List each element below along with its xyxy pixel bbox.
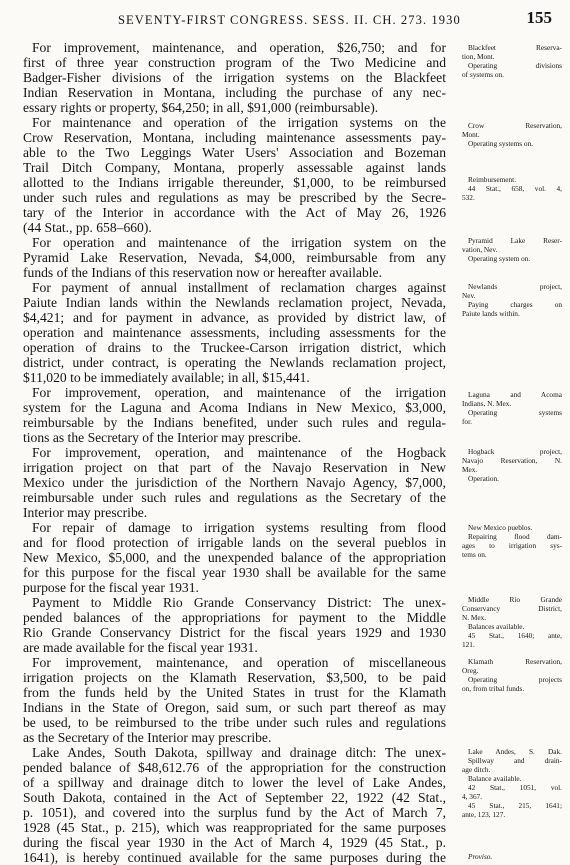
text-line: able to the Two Leggings Water Users' Association and Bozeman [23, 145, 446, 160]
text-line: under such rules and regulations as may be prescribed by the Secre- [23, 190, 446, 205]
marginal-note-line: Operating systems [468, 408, 562, 417]
marginal-note-line: Reimbursement. [468, 175, 517, 184]
text-line: irrigation project on that part of the Navajo Reservation in New [23, 460, 446, 475]
text-line: system for the Laguna and Acoma Indians in New Mexico, $3,000, [23, 400, 446, 415]
text-line: Interior may prescribe. [23, 505, 148, 520]
text-line: are made available for the fiscal year 1931. [23, 640, 258, 655]
text-line: Trail Ditch Company, Montana, properly assessable against lands [23, 160, 446, 175]
text-line: district, under contract, is operating the Newlands reclamation project, [23, 355, 446, 370]
marginal-note-line: Newlands project, [468, 282, 562, 291]
marginal-note-line: Middle Rio Grande [468, 595, 562, 604]
marginal-note-line: Operating system on. [468, 254, 531, 263]
marginal-note-line: Klamath Reservation, [468, 657, 562, 666]
text-line: For repair of damage to irrigation systems resulting from flood [32, 520, 446, 535]
text-line: operation of drains to the Truckee-Carson irrigation district, which [23, 340, 446, 355]
marginal-note-line: ages to irrigation sys- [462, 541, 562, 550]
marginal-note-line: ante, 123, 127. [462, 810, 506, 819]
marginal-note-line: tems on. [462, 550, 487, 559]
text-line: irrigation projects on the Klamath Reservation, $3,500, to be paid [23, 670, 446, 685]
marginal-note-line: Operating systems on. [468, 139, 534, 148]
text-line: Crow Reservation, Montana, including maintenance assessments pay- [23, 130, 446, 145]
marginal-note-line: 45 Stat., 1640; ante, [468, 631, 562, 640]
text-line: For improvement, operation, and maintenance of the Hogback [32, 445, 446, 460]
marginal-note-line: Operating projects [468, 675, 562, 684]
marginal-note-line: Operating divisions [468, 61, 562, 70]
marginal-note-line: age ditch. [462, 765, 491, 774]
marginal-note-line: Balance available. [468, 774, 522, 783]
marginal-note-line: of systems on. [462, 70, 504, 79]
text-line: purpose for the fiscal year 1931. [23, 580, 199, 595]
marginal-note-line: Nev. [462, 291, 476, 300]
text-line: for this purpose for the fiscal year 1930 shall be available for the same [23, 565, 446, 580]
text-line: and for flood protection of irrigable lands on the several pueblos in [23, 535, 446, 550]
marginal-note-line: Operation. [468, 474, 500, 483]
text-line: pended balances of the appropriations for payment to the Middle [23, 610, 446, 625]
text-line: For improvement, maintenance, and operation, $26,750; and for [32, 40, 446, 55]
text-line: pended balance of $48,612.76 of the appropriation for the construction [23, 760, 446, 775]
text-line: Indian Reservation in Montana, including the purchase of any nec- [23, 85, 446, 100]
running-header [0, 0, 570, 30]
marginal-note-line: 121. [462, 640, 475, 649]
text-line: New Mexico, $5,000, and the unexpended balance of the appropriation [23, 550, 446, 565]
running-head-title: SEVENTY-FIRST CONGRESS. SESS. II. CH. 273. 1930 [118, 13, 461, 27]
marginal-note-line: 44 Stat., 658, vol. 4, [468, 184, 562, 193]
marginal-note-line: Indians, N. Mex. [462, 399, 512, 408]
marginal-note-line: Conservancy District, [462, 604, 562, 613]
text-line: reimbursable by the Indians benefited, under such rules and regula- [23, 415, 446, 430]
marginal-note-line: Lake Andes, S. Dak. [468, 747, 562, 756]
text-line: 1641), is hereby continued available for the same purposes during the [23, 850, 446, 865]
text-line: Payment to Middle Rio Grande Conservancy District: The unex- [32, 595, 446, 610]
marginal-note-line: for. [462, 417, 472, 426]
text-line: 1928 (45 Stat., p. 215), which was reappropriated for the same purposes [23, 820, 446, 835]
text-line: be used, to be reimbursed to the tribe under such rules and regulations [23, 715, 446, 730]
text-line: (44 Stat., pp. 658–660). [23, 220, 152, 235]
marginal-note-line: N. Mex. [462, 613, 487, 622]
marginal-note-line: Oreg. [462, 666, 479, 675]
marginal-note-line: 532. [462, 193, 475, 202]
text-line: Badger-Fisher divisions of the irrigation systems on the Blackfeet [23, 70, 446, 85]
marginal-note-line: 42 Stat., 1051, vol. [468, 783, 562, 792]
text-line: Pyramid Lake Reservation, Nevada, $4,000, reimbursable from any [23, 250, 446, 265]
text-line: tary of the Interior in accordance with the Act of May 26, 1926 [23, 205, 446, 220]
marginal-note-line: New Mexico pueblos. [468, 523, 533, 532]
text-line: $11,020 to be immediately available; in all, $15,441. [23, 370, 310, 385]
marginal-note-line: vation, Nev. [462, 245, 498, 254]
marginal-note-line: Hogback project, [468, 447, 562, 456]
text-line: $4,421; and for payment in advance, as provided by district law, of [23, 310, 446, 325]
marginal-note-line: Balances available. [468, 622, 525, 631]
text-line: For improvement, maintenance, and operation of miscellaneous [32, 655, 446, 670]
text-line: of a spillway and drainage ditch to lower the level of Lake Andes, [23, 775, 446, 790]
page-number: 155 [526, 8, 552, 27]
text-line: p. 1051), and covered into the surplus fund by the Act of March 7, [23, 805, 446, 820]
marginal-note-line: Pyramid Lake Reser- [468, 236, 562, 245]
marginal-note-line: 4, 367. [462, 792, 483, 801]
text-line: reimbursable under such rules and regulations as the Secretary of the [23, 490, 446, 505]
marginal-note-line: Crow Reservation, [468, 121, 562, 130]
text-line: For maintenance and operation of the irrigation systems on the [32, 115, 446, 130]
marginal-note-line: Navajo Reservation, N. [462, 456, 562, 465]
text-line: Lake Andes, South Dakota, spillway and drainage ditch: The unex- [32, 745, 446, 760]
text-line: For improvement, operation, and maintenance of the irrigation [32, 385, 446, 400]
text-line: South Dakota, contained in the Act of September 22, 1922 (42 Stat., [23, 790, 446, 805]
text-line: from the funds held by the United States in trust for the Klamath [23, 685, 446, 700]
marginal-note-line: Mex. [462, 465, 478, 474]
text-line: first of three year construction program of the Two Medicine and [23, 55, 446, 70]
marginal-note-line: Paying charges on [468, 300, 562, 309]
text-line: tions as the Secretary of the Interior may prescribe. [23, 430, 302, 445]
marginal-note-line: Mont. [462, 130, 480, 139]
text-line: funds of the Indians of this reservation now or hereafter available. [23, 265, 382, 280]
marginal-note-line: Spillway and drain- [468, 756, 562, 765]
marginal-note-line: Repairing flood dam- [468, 532, 562, 541]
marginal-note-line: on, from tribal funds. [462, 684, 525, 693]
marginal-note-line: Proviso. [468, 852, 493, 861]
text-line: operation and maintenance assessments, including assessments for the [23, 325, 446, 340]
marginal-note-line: Blackfeet Reserva- [468, 43, 562, 52]
text-line: Indians in the State of Oregon, said sum, or such part thereof as may [23, 700, 446, 715]
marginal-note-line: Paiute lands within. [462, 309, 520, 318]
text-line: For payment of annual installment of reclamation charges against [32, 280, 446, 295]
text-line: Rio Grande Conservancy District for the fiscal years 1929 and 1930 [23, 625, 446, 640]
text-line: Mexico under the jurisdiction of the Northern Navajo Agency, $7,000, [23, 475, 446, 490]
text-line: as the Secretary of the Interior may prescribe. [23, 730, 272, 745]
text-line: during the fiscal year 1930 in the Act of March 4, 1929 (45 Stat., p. [23, 835, 446, 850]
text-line: Paiute Indian lands within the Newlands reclamation project, Nevada, [23, 295, 446, 310]
marginal-note-line: 45 Stat., 215, 1641; [468, 801, 562, 810]
text-line: allotted to the Indians irrigable thereunder, $1,000, to be reimbursed [23, 175, 446, 190]
text-line: For operation and maintenance of the irrigation system on the [32, 235, 446, 250]
text-line: essary rights or property, $64,250; in all, $91,000 (reimbursable). [23, 100, 379, 115]
marginal-note-line: tion, Mont. [462, 52, 495, 61]
marginal-note-line: Laguna and Acoma [468, 390, 562, 399]
